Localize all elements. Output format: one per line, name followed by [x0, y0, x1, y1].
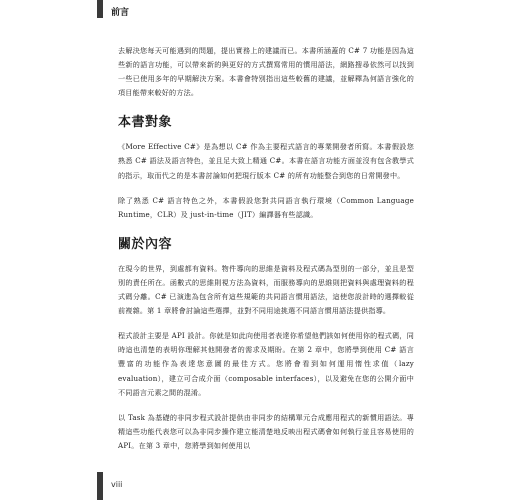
chapter-tab-marker-top — [97, 0, 103, 18]
content-paragraph-2: 程式設計主要是 API 設計。你就是如此向使用者表達你希望他們該如何使用你的程式碼，同時這也清楚的表明你理解其他開發者的需求及期盼。在第 2 章中，您將學到使用 C# 語言豐富的功能作為表達您意圖的最佳方式。您將會看到如何運用惰性求值（lazy evaluation），建立可合成介面（composable interfaces），以及避免在您的公開介面中不同語言元素之間的混淆。 — [118, 331, 414, 397]
section-heading-audience: 本書對象 — [118, 115, 173, 131]
content-paragraph-3: 以 Task 為基礎的非同步程式設計提供由非同步的結構單元合成應用程式的新慣用語法。專精這些功能代表您可以為非同步操作建立能清楚地反映出程式碼會如何執行並且容易使用的 API。在第 3 章中，您將學到如何使用以 — [118, 412, 414, 450]
section-heading-content: 關於內容 — [118, 236, 173, 252]
intro-paragraph: 去解決您每天可能遇到的問題，提出實務上的建議而已。本書所涵蓋的 C# 7 功能是因為這些新的語言功能，可以帶來新的與更好的方式撰寫常用的慣用語法，網路搜尋依然可以找到一些已使用多年的早期解決方案。本書會特別指出這些較舊的建議，並解釋為何語言強化的項目能帶來較好的方法。 — [118, 46, 414, 98]
audience-paragraph-1: 《More Effective C#》是為想以 C# 作為主要程式語言的專業開發者所寫。本書假設您熟悉 C# 語法及語言特色，並且足大致上精通 C#。本書在語言功能方面並沒有包含教學式的指示，取而代之的是本書討論如何把現行版本 C# 的所有功能整合到您的日常開發中。 — [118, 142, 414, 180]
audience-paragraph-2: 除了熟悉 C# 語言特色之外，本書假設您對共同語言執行環境（Common Language Runtime，CLR）及 just-in-time（JIT）編譯器有些認識。 — [118, 195, 414, 219]
page-number: viii — [111, 480, 123, 489]
running-head: 前言 — [111, 8, 130, 18]
page-body — [118, 44, 414, 464]
content-paragraph-1: 在現今的世界，到處都有資料。物件導向的思維是資料及程式碼為型別的一部分，並且是型別的責任所在。函數式的思維則視方法為資料，而服務導向的思維則把資料與處理資料的程式碼分離。C# 已演進為包含所有這些規範的共同語言慣用語法，這使您設計時的選擇較從前複雜。第 1 章將會討論這些選擇，並對不同用途挑選不同語言慣用語法提供指導。 — [118, 263, 414, 316]
chapter-tab-marker-bottom — [97, 472, 103, 500]
